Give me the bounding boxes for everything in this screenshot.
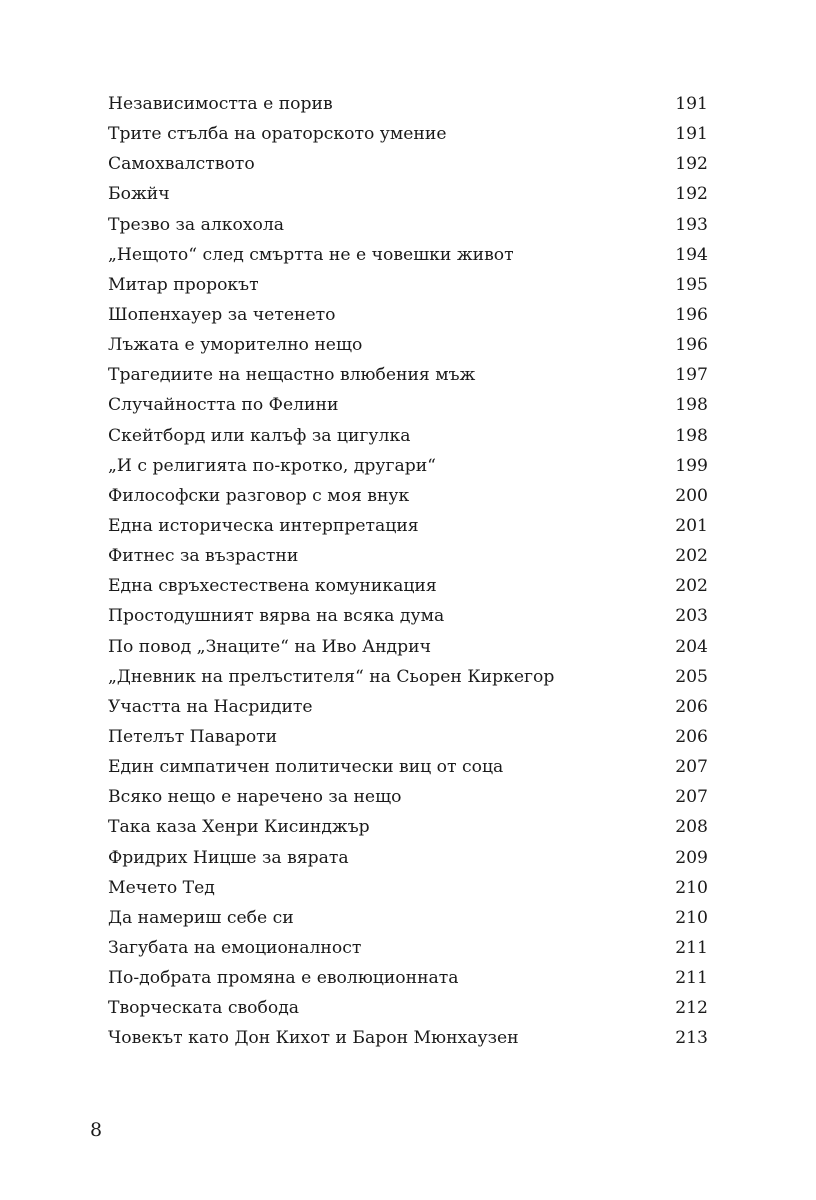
toc-entry[interactable] [108,993,708,1023]
toc-entry-title: Човекът като Дон Кихот и Барон Мюнхаузен [108,1028,519,1049]
toc-entry[interactable] [108,662,708,692]
toc-entry[interactable] [108,360,708,390]
toc-entry[interactable] [108,511,708,541]
dot-leader [173,198,674,199]
toc-entry[interactable] [108,330,708,360]
toc-entry[interactable] [108,632,708,662]
toc-entry-page: 199 [675,455,708,476]
dot-leader [365,349,673,350]
toc-entry-page: 205 [675,666,708,687]
toc-entry[interactable] [108,873,708,903]
toc-entry[interactable] [108,179,708,209]
toc-entry[interactable] [108,752,708,782]
toc-entry-page: 198 [675,395,708,416]
toc-entry[interactable] [108,782,708,812]
toc-entry-title: Трезво за алкохола [108,214,285,235]
toc-entry-title: По-добрата промяна е еволюционната [108,968,459,989]
dot-leader [447,620,673,621]
toc-entry-title: Случайността по Фелини [108,395,339,416]
toc-entry[interactable] [108,149,708,179]
toc-entry-page: 210 [675,907,708,928]
toc-entry-title: Всяко нещо е наречено за нещо [108,787,402,808]
dot-leader [341,409,673,410]
toc-entry-page: 207 [675,757,708,778]
toc-entry[interactable] [108,933,708,963]
toc-entry-page: 192 [675,184,708,205]
toc-entry[interactable] [108,119,708,149]
dot-leader [287,229,673,230]
toc-entry-title: Божйч [108,184,170,205]
toc-entry-page: 202 [675,546,708,567]
dot-leader [413,440,673,441]
toc-entry[interactable] [108,571,708,601]
toc-entry[interactable] [108,270,708,300]
toc-entry[interactable] [108,903,708,933]
toc-entry-page: 204 [675,636,708,657]
toc-entry[interactable] [108,692,708,722]
toc-entry-title: Мечето Тед [108,877,215,898]
toc-entry-title: Загубата на емоционалност [108,937,362,958]
toc-entry-title: Независимостта е порив [108,94,333,114]
dot-leader [462,982,674,983]
toc-entry-title: Петелът Павароти [108,726,278,747]
toc-entry-page: 213 [675,1028,708,1049]
toc-entry[interactable] [108,451,708,481]
toc-entry-page: 194 [675,244,708,265]
toc-entry-title: Участта на Насридите [108,696,313,717]
dot-leader [301,560,673,561]
toc-entry[interactable] [108,541,708,571]
dot-leader [412,500,673,501]
toc-entry-page: 209 [675,847,708,868]
toc-entry-page: 210 [675,877,708,898]
toc-entry-page: 196 [675,304,708,325]
toc-entry-title: Една историческа интерпретация [108,515,419,536]
dot-leader [364,952,673,953]
toc-entry-title: Самохвалството [108,154,255,175]
toc-entry[interactable] [108,481,708,511]
dot-leader [478,379,673,380]
toc-entry-page: 212 [675,998,708,1019]
toc-entry-page: 208 [675,817,708,838]
toc-entry-page: 202 [675,576,708,597]
toc-entry[interactable] [108,843,708,873]
toc-entry-title: Скейтборд или калъф за цигулка [108,425,411,446]
dot-leader [557,681,673,682]
toc-entry-title: „Нещото“ след смъртта не е човешки живот [108,244,514,265]
dot-leader [439,470,673,471]
toc-entry-title: Лъжата е уморително нещо [108,335,363,356]
dot-leader [434,651,673,652]
dot-leader [517,259,674,260]
toc-entry-title: Фридрих Ницше за вярата [108,847,349,868]
dot-leader [297,922,673,923]
toc-entry-title: Творческата свобода [108,998,300,1019]
toc-entry-title: Фитнес за възрастни [108,546,299,567]
table-of-contents [108,89,708,1054]
toc-entry-page: 198 [675,425,708,446]
toc-entry[interactable] [108,210,708,240]
dot-leader [373,831,674,832]
toc-entry[interactable] [108,240,708,270]
toc-entry-page: 203 [675,606,708,627]
toc-entry[interactable] [108,1023,708,1053]
dot-leader [280,741,673,742]
toc-entry-title: Така каза Хенри Кисинджър [108,817,370,838]
dot-leader [352,862,674,863]
toc-entry[interactable] [108,812,708,842]
dot-leader [506,771,673,772]
toc-entry[interactable] [108,390,708,420]
toc-entry-title: Трагедиите на нещастно влюбения мъж [108,365,476,386]
toc-entry-page: 207 [675,787,708,808]
toc-entry[interactable] [108,722,708,752]
page-number: 8 [90,1119,103,1141]
dot-leader [404,801,673,802]
dot-leader [336,108,674,109]
toc-entry-page: 191 [675,94,708,114]
toc-entry-page: 196 [675,335,708,356]
toc-entry-title: Шопенхауер за четенето [108,304,336,325]
dot-leader [262,289,674,290]
dot-leader [258,168,674,169]
toc-entry-page: 211 [675,937,708,958]
toc-entry-title: По повод „Знаците“ на Иво Андрич [108,636,431,657]
toc-entry-title: Да намериш себе си [108,907,294,928]
dot-leader [339,319,674,320]
toc-entry-page: 200 [675,485,708,506]
toc-entry-page: 201 [675,515,708,536]
dot-leader [302,1012,673,1013]
toc-entry-page: 193 [675,214,708,235]
toc-entry-page: 206 [675,696,708,717]
toc-entry-page: 206 [675,726,708,747]
dot-leader [422,530,674,531]
toc-entry[interactable] [108,601,708,631]
toc-entry-title: „Дневник на прелъстителя“ на Сьорен Киркегор [108,666,555,687]
dot-leader [316,711,674,712]
toc-entry-title: Простодушният вярва на всяка дума [108,606,445,627]
toc-entry-page: 211 [675,968,708,989]
toc-entry-page: 195 [675,274,708,295]
toc-entry[interactable] [108,89,708,119]
toc-entry[interactable] [108,421,708,451]
toc-entry-page: 191 [675,124,708,145]
toc-entry-title: Една свръхестествена комуникация [108,576,437,597]
toc-entry-title: Митар пророкът [108,274,259,295]
toc-entry-page: 192 [675,154,708,175]
dot-leader [450,138,674,139]
toc-entry[interactable] [108,300,708,330]
toc-entry-title: Един симпатичен политически виц от соца [108,757,504,778]
dot-leader [218,892,673,893]
dot-leader [440,590,674,591]
toc-entry-page: 197 [675,365,708,386]
toc-entry-title: „И с религията по-кротко, другари“ [108,455,436,476]
dot-leader [522,1042,674,1043]
toc-entry-title: Трите стълба на ораторското умение [108,124,447,145]
toc-entry[interactable] [108,963,708,993]
toc-entry-title: Философски разговор с моя внук [108,485,410,506]
